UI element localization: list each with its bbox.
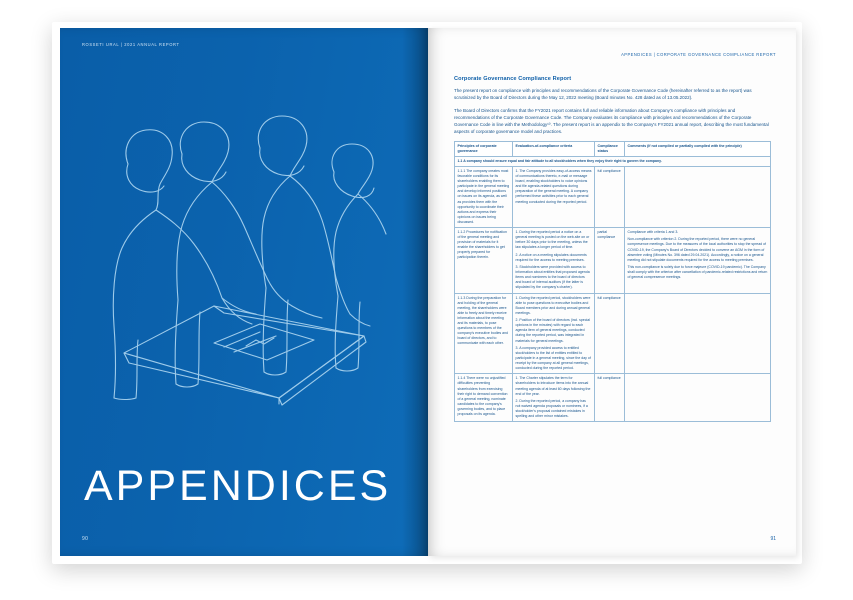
right-page bbox=[428, 28, 796, 556]
cell-compliance-status: full compliance bbox=[595, 293, 625, 374]
table-row bbox=[455, 293, 771, 374]
table-header-row bbox=[455, 141, 771, 156]
criteria-item: 3. A company provided access to entitled stockholders to the list of entities entitled to participate in a general meeting, since the day of receipt by the company at all general meetings, conducted during the reported period. bbox=[515, 346, 591, 371]
left-page bbox=[60, 28, 428, 556]
cell-compliance-status: full compliance bbox=[595, 374, 625, 422]
cell-criteria bbox=[513, 167, 595, 228]
cell-criteria bbox=[513, 293, 595, 374]
document-content bbox=[454, 76, 770, 422]
criteria-item: 2. Position of the board of directors (incl. special opinions in the minutes) with regard to each agenda item of general meetings, conducted during the reported period, was integrated in materials for general meetings. bbox=[515, 318, 591, 343]
column-header-comments: Comments (if not complied or partially complied with the principle) bbox=[625, 141, 771, 156]
comment-item: Compliance with criteria 1 and 3. bbox=[627, 229, 679, 234]
table-row bbox=[455, 167, 771, 228]
cell-criteria bbox=[513, 227, 595, 293]
comment-item: This non-compliance is solely due to force majeure (COVID-19 pandemic). The Company shall comply with the criterion after cancellation of pandemic-related restrictions and return of general compresence meetings. bbox=[627, 265, 768, 280]
column-header-status: Compliance status bbox=[595, 141, 625, 156]
cell-comments bbox=[625, 167, 771, 228]
criteria-item: 3. Stockholders were provided with access to information about entities that proposed agenda items and nominees to the board of directors and board of internal auditors (if the latter is stipulated by the company's charter). bbox=[515, 265, 590, 290]
cell-comments bbox=[625, 293, 771, 374]
comment-item: Non-compliance with criterion 2. During the reported period, there were no general compresence meetings. Due to the measures of the local authorities to stop the spread of COVID-19, the Company's Board of Directors decided to convene an AGM in the form of absentee voting (Minutes No. 396 dated 29.04.2021). Accordingly, a notice on a general meeting did not stipulate documents required for the access to meeting premises. bbox=[627, 237, 767, 262]
cell-criteria bbox=[513, 374, 595, 422]
document-title: Corporate Governance Compliance Report bbox=[454, 76, 572, 82]
intro-paragraph-1: The present report on compliance with principles and recommendations of the Corporate Governance Code (hereinafter referred to as the report) was scrutinized by the Board of Directors during the May 12, 2022 meeting (Board minutes No. 428 dated as of 13.05.2022). bbox=[454, 88, 752, 101]
criteria-item: 1. The Company provides easy-of-access means of communications thereto, e-mail or message board, enabling stockholders to voice opinions and file agenda-related questions during preparation of the general meeting. A company performed these activities prior to each general meeting conducted during the reported period. bbox=[515, 169, 592, 204]
table-section-row bbox=[455, 157, 771, 167]
right-folio: 91 bbox=[770, 536, 776, 542]
cell-comments bbox=[625, 374, 771, 422]
criteria-item: 1. During the reported period, stockholders were able to pose questions to executive bodies and Board members prior and during annual general meetings. bbox=[515, 295, 591, 315]
cell-compliance-status: full compliance bbox=[595, 167, 625, 228]
left-running-header: ROSSETI URAL | 2021 ANNUAL REPORT bbox=[82, 42, 180, 47]
table-row bbox=[455, 374, 771, 422]
cell-principle: 1.1.1 The company creates most favorable conditions for its shareholders enabling them to participate in the general meeting and develop informed positions on issues on its agenda, as well as provides them with the opportunity to coordinate their actions and express their opinions on issues being discussed. bbox=[455, 167, 513, 228]
right-running-header: APPENDICES | CORPORATE GOVERNANCE COMPLIANCE REPORT bbox=[621, 52, 776, 57]
criteria-item: 1. The Charter stipulates the term for shareholders to introduce items into the annual meeting agenda of at least 60 days following the end of the year. bbox=[515, 376, 591, 396]
column-header-principles: Principles of corporate governance bbox=[455, 141, 513, 156]
cell-comments bbox=[625, 227, 771, 293]
compliance-table-body bbox=[455, 157, 771, 422]
column-header-criteria: Evaluation-of-compliance criteria bbox=[513, 141, 595, 156]
criteria-item: 1. During the reported period a notice on a general meeting is posted on the web-site on or before 30 days prior to the meeting, unless the law stipulates a longer period of time. bbox=[515, 229, 590, 250]
line-art-illustration bbox=[64, 68, 424, 428]
criteria-item: 2. A notice on a meeting stipulates documents required for the access to meeting premises. bbox=[515, 252, 587, 262]
cell-principle: 1.1.4 There were no unjustified difficulties preventing shareholders from exercising their right to demand convention of a general meeting, nominate candidates to the company's governing bodies, and to place proposals on its agenda. bbox=[455, 374, 513, 422]
intro-paragraph-2: The Board of Directors confirms that the FY2021 report contains full and reliable information about Company's compliance with principles and recommendations of the Corporate Governance Code. The Company evaluates its compliance with principles and recommendations of the Corporate Governance Code in line with the Methodology¹⁰. The present report is an appendix to the Company's FY2021 annual report, describing the most fundamental aspects of corporate governance model and practices. bbox=[454, 107, 769, 135]
compliance-table bbox=[454, 141, 771, 423]
cell-compliance-status: partial compliance bbox=[595, 227, 625, 293]
cell-principle: 1.1.2 Procedures for notification of the general meeting and provision of materials for it enable the shareholders to get properly prepared for participation therein. bbox=[455, 227, 513, 293]
left-folio: 90 bbox=[82, 536, 89, 542]
page-title: APPENDICES bbox=[84, 462, 392, 510]
cell-principle: 1.1.3 During the preparation for and holding of the general meeting, the shareholders were able to freely and timely receive information about the meeting and its materials, to pose questions to members of the company's executive bodies and board of directors, and to communicate with each other. bbox=[455, 293, 513, 374]
section-heading: 1.1 A company should ensure equal and fair attitude to all stockholders when they enjoy their right to govern the company. bbox=[455, 157, 771, 167]
criteria-item: 2. During the reported period, a company has not waived agenda proposals or nominees, if a stockholder's proposal contained mistakes in spelling and other minor mistakes. bbox=[515, 399, 588, 419]
table-row bbox=[455, 227, 771, 293]
